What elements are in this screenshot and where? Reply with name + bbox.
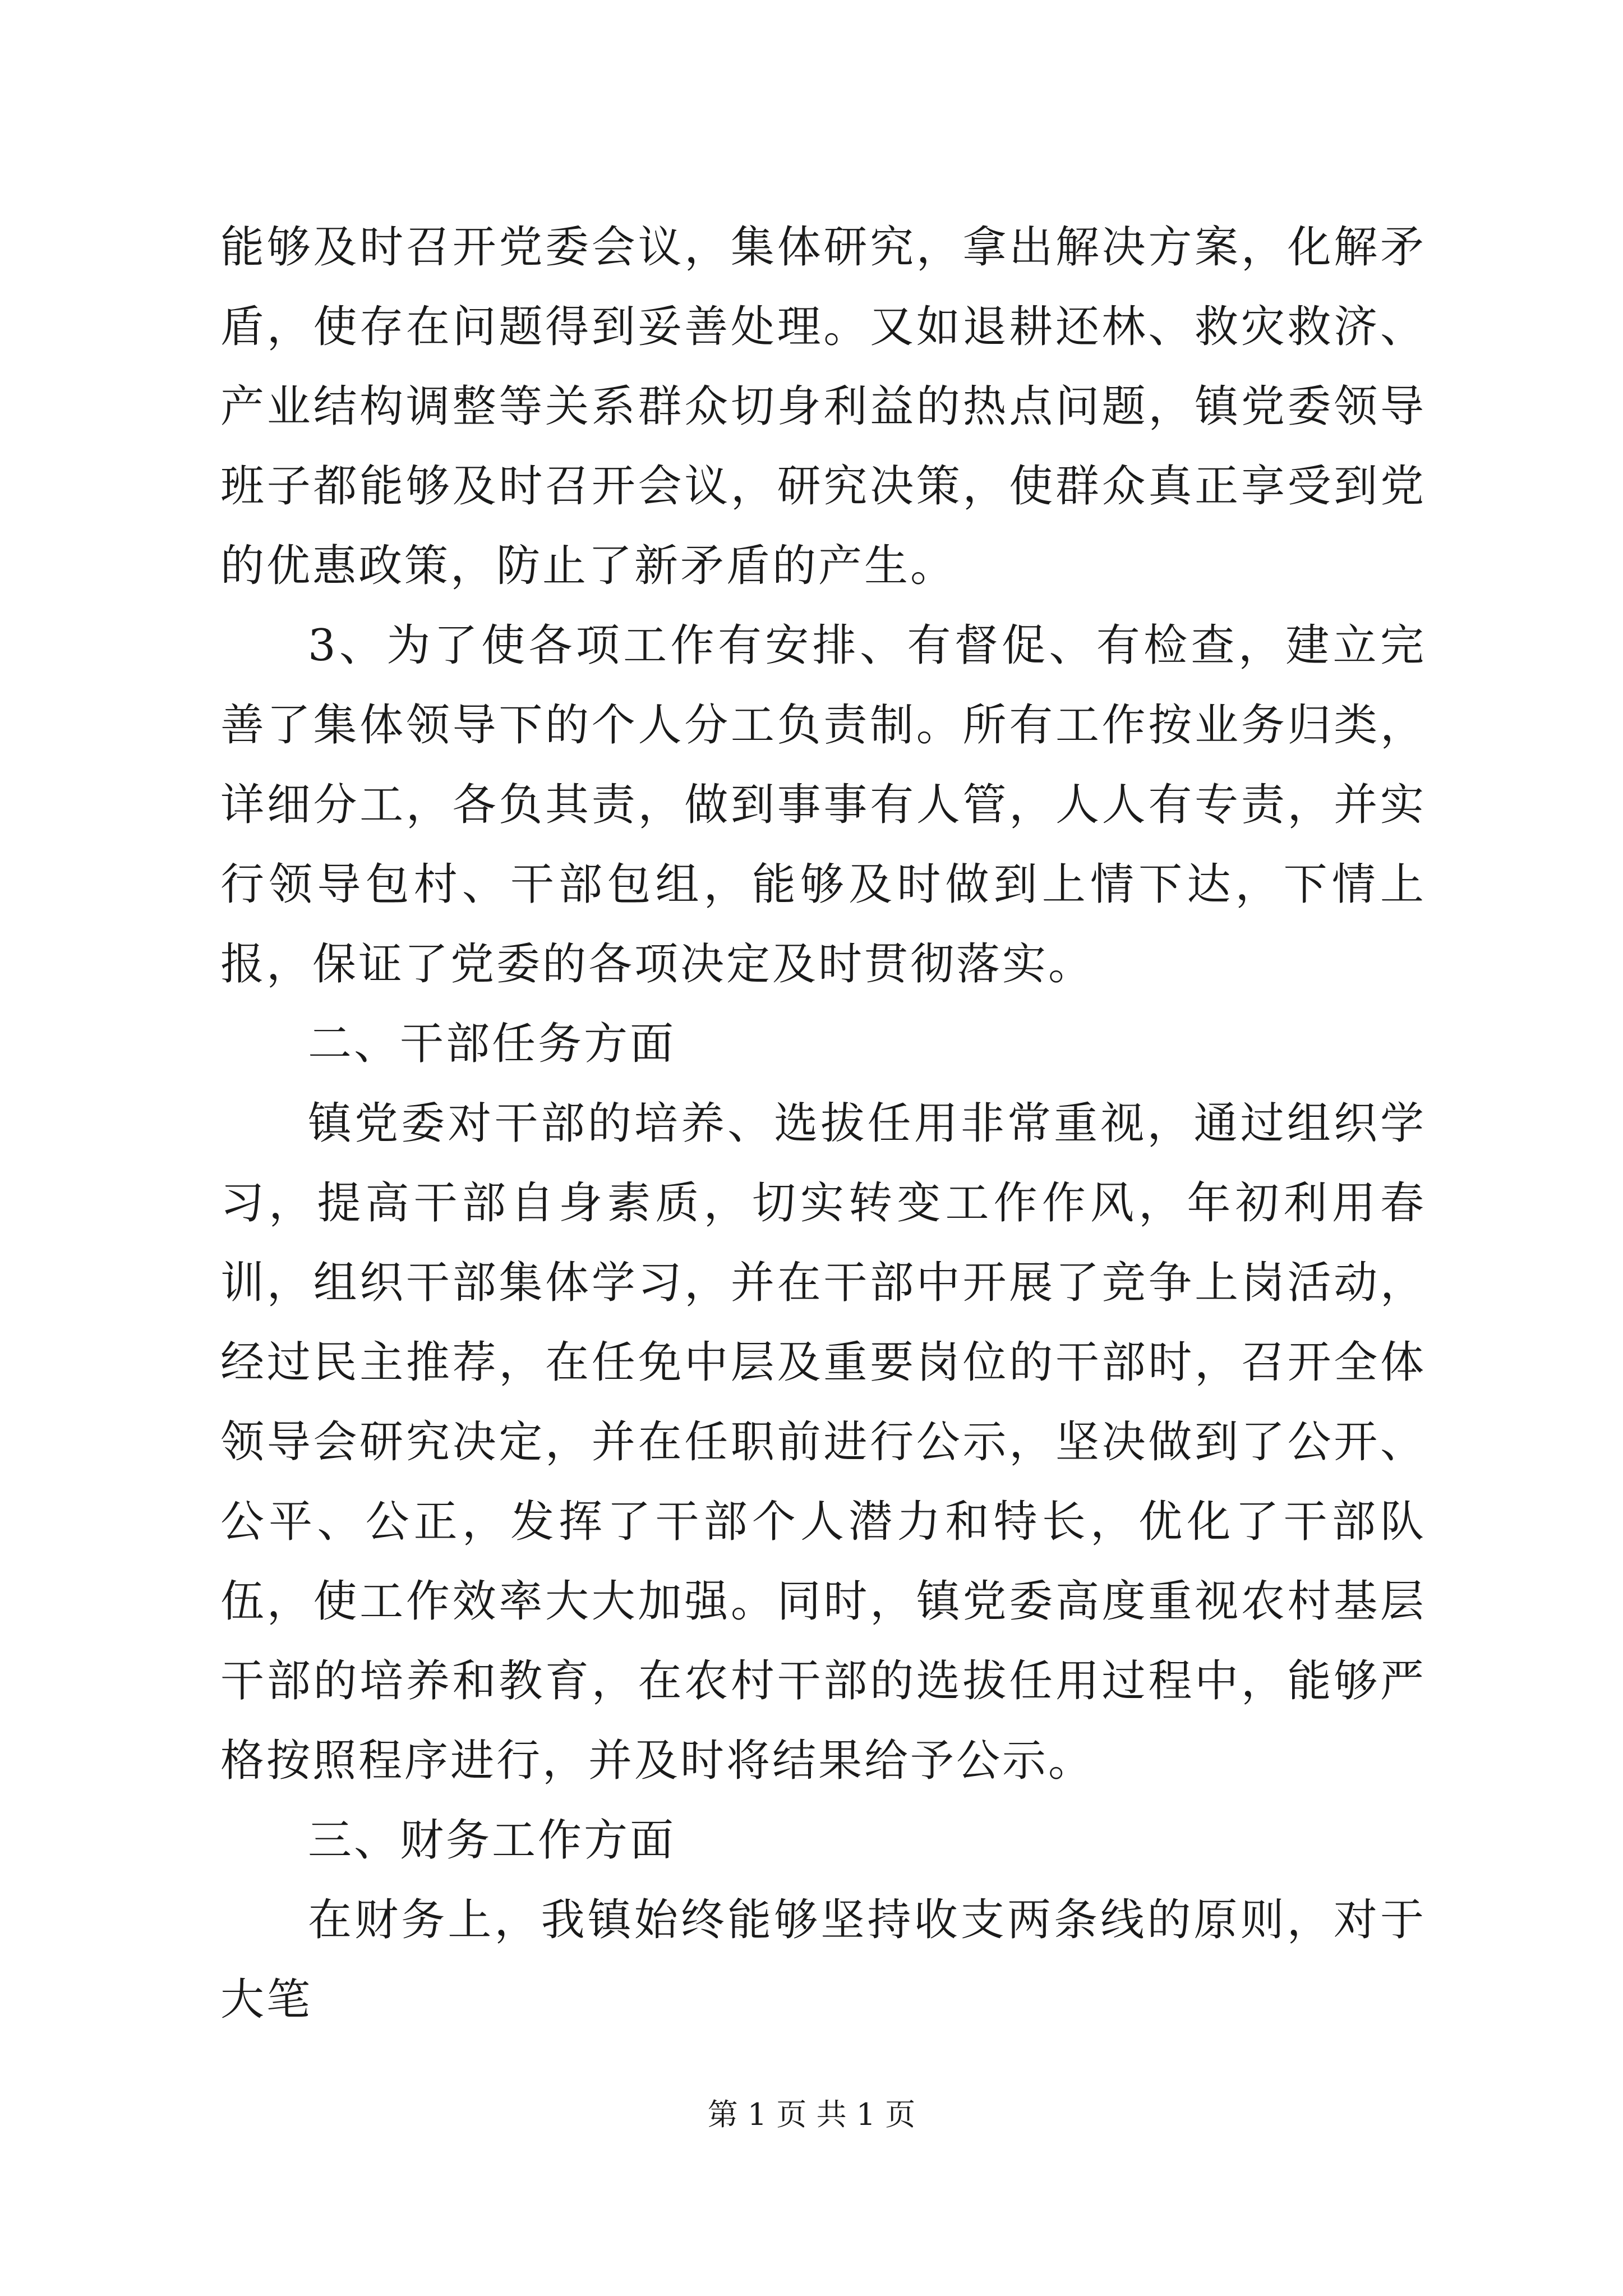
- section-heading-cadre-tasks: 二、干部任务方面: [308, 1019, 676, 1069]
- paragraph-finance-work: 在财务上，我镇始终能够坚持收支两条线的原则，对于大笔: [220, 1895, 1426, 2025]
- document-body: [220, 208, 1426, 2040]
- page-footer: [0, 2095, 1623, 2134]
- section-heading-finance-work: 三、财务工作方面: [308, 1815, 676, 1866]
- page-number-label: 第 1 页 共 1 页: [707, 2097, 916, 2132]
- paragraph-continuation: 能够及时召开党委会议，集体研究，拿出解决方案，化解矛盾，使存在问题得到妥善处理。又如退耕还林、救灾救济、产业结构调整等关系群众切身利益的热点问题，镇党委领导班子都能够及时召开会议，研究决策，使群众真正享受到党的优惠政策，防止了新矛盾的产生。: [220, 222, 1426, 591]
- paragraph-item-3: 3、为了使各项工作有安排、有督促、有检查，建立完善了集体领导下的个人分工负责制。所有工作按业务归类，详细分工，各负其责，做到事事有人管，人人有专责，并实行领导包村、干部包组，能够及时做到上情下达，下情上报，保证了党委的各项决定及时贯彻落实。: [220, 620, 1426, 990]
- paragraph-cadre-tasks: 镇党委对干部的培养、选拔任用非常重视，通过组织学习，提高干部自身素质，切实转变工作作风，年初利用春训，组织干部集体学习，并在干部中开展了竞争上岗活动，经过民主推荐，在任免中层及重要岗位的干部时，召开全体领导会研究决定，并在任职前进行公示，坚决做到了公开、公平、公正，发挥了干部个人潜力和特长，优化了干部队伍，使工作效率大大加强。同时，镇党委高度重视农村基层干部的培养和教育，在农村干部的选拔任用过程中，能够严格按照程序进行，并及时将结果给予公示。: [220, 1098, 1426, 1786]
